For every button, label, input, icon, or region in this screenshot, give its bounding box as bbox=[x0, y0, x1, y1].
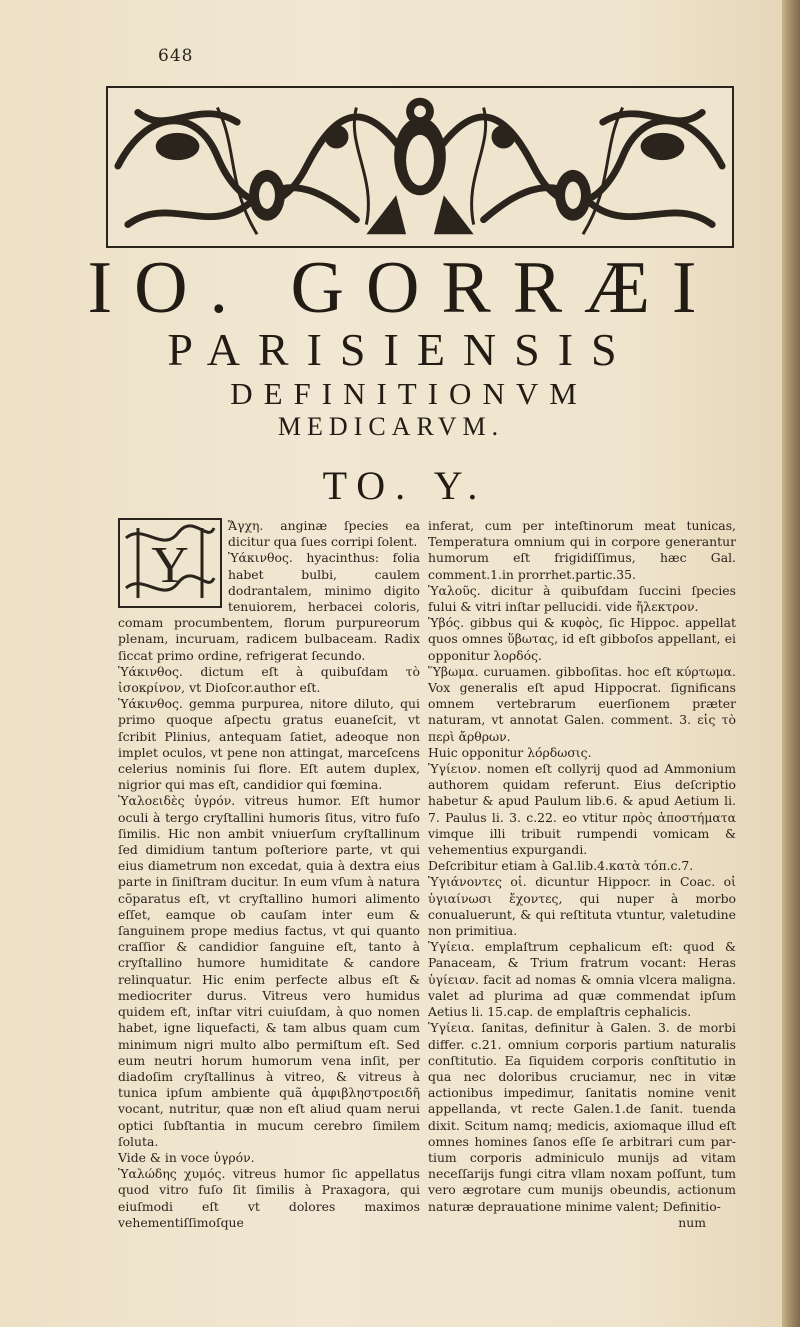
entry-11: Ὕβωμα. curuamen. gibboſitas. hoc eſt κύρτωμα. Vox generalis eſt apud Hippocrat. ſignificans omnem vertebrarum euerſionem præter naturam, vt annotat Galen. comment. 3. εἰς τὸ περὶ ἄρθρων. bbox=[428, 663, 736, 744]
author-title: IO. GORRÆI bbox=[87, 247, 719, 329]
entry-14: Deſcribitur etiam à Gal.lib.4.κατὰ τόπ.c.7. bbox=[428, 858, 694, 874]
headpiece-ornament bbox=[106, 86, 734, 248]
entry-10: Ὑβός. gibbus qui & κυφὸς, ſic Hippoc. appellat quos omnes ὕβωτας, id eſt gibboſos appellant, ei opponitur λορδός. bbox=[428, 615, 736, 663]
work-subtitle: MEDICARVM. bbox=[277, 412, 505, 441]
entry-9: Ὑαλοῦς. dicitur à quibuſdam ſuccini ſpecies fului & vitri inſtar pellucidi. vide ἤλεκτρον. bbox=[428, 582, 736, 615]
entry-7: Ὑαλώδης χυμός. vitreus humor ſic appellatus quod vitro fuſo ſit ſimilis à Praxagora, qui eiuſmodi eſt vt dolores maximos vehementiſſimoſque bbox=[118, 1166, 420, 1230]
page-number: 648 bbox=[158, 46, 194, 66]
entry-13: Ὑγίειον. nomen eſt collyrij quod ad Ammonium authorem quidam referunt. Eius deſcriptio habetur & apud Paulum lib.6. & apud Aetium li. 7. Paulus li. 3. c.22. eo vtitur πρὸς ἀποστήματα vimque illi tribuit rumpendi vomicam & vehementius expurgandi. bbox=[428, 761, 736, 858]
entry-3: Ὑάκινθος. dictum eſt à quibuſdam τὸ ἰσοκρίνον, vt Dioſcor.author eſt. bbox=[118, 663, 420, 696]
decorated-initial-icon bbox=[118, 518, 222, 608]
scroll-ornament-icon bbox=[108, 88, 732, 246]
right-column bbox=[428, 518, 736, 1231]
entry-2: Ὑάκινθος. hyacinthus: folia habet bulbi, caulem dodrantalem, minimo digito tenuiorem, herbacei coloris, comam procumbentem, florum purpureorum plenam, incuruam, radicem bulbaceam. Radix ſiccat primo ordine, refrigerat ſecundo. bbox=[118, 550, 420, 663]
page-edge bbox=[782, 0, 800, 1327]
entry-12: Huic opponitur λόρδωσις. bbox=[428, 744, 592, 760]
entry-8: inferat, cum per inteſtinorum meat tunicas, Temperatura omnium qui in corpore generantur humorum eſt frigidiſſimus, hæc Gal. comment.1.in prorrhet.partic.35. bbox=[428, 518, 736, 582]
entry-15: Ὑγιάνοντες οἱ. dicuntur Hippocr. in Coac. οἱ ὑγιαίνωσι ἔχοντες, qui nuper à morbo conualuerunt, & qui reſtituta vtuntur, valetudine non primitiua. bbox=[428, 874, 736, 939]
entry-4: Ὑάκινθος. gemma purpurea, nitore diluto, qui primo quoque aſpectu gratus euaneſcit, vt ſcribit Plinius, antequam ſatiet, adeoque non implet oculos, vt pene non attingat, marceſcens celerius nominis ſui flore. Eſt autem duplex, nigrior qui mas eſt, candidior qui fœmina. bbox=[118, 696, 420, 793]
svg-text:Y: Y bbox=[151, 537, 189, 594]
section-heading: TO. Y. bbox=[322, 463, 488, 508]
entry-16: Ὑγίεια. emplaſtrum cephalicum eſt: quod & Panaceam, & Trium fratrum vocant: Heras ὑγίειαν. facit ad nomas & omnia vlcera maligna. valet ad plurima ad quæ commendat ipſum Aetius li. 15.cap. de emplaſtris cephalicis. bbox=[428, 939, 736, 1020]
author-origin: PARISIENSIS bbox=[167, 324, 635, 375]
left-column bbox=[118, 518, 420, 1231]
catchword: num bbox=[678, 1214, 706, 1230]
work-title: DEFINITIONVM bbox=[230, 376, 588, 411]
entry-17: Ὑγίεια. ſanitas, definitur à Galen. 3. de morbi differ. c.21. omnium corporis partium naturalis conſtitutio. Ea ſiquidem corporis conſtitutio in qua nec doloribus cruciamur, nec in vitæ actionibus impedimur, ſanitatis nomine venit appellanda, vt recte Galen.1.de ſanit. tuenda dixit. Scitum namq; medicis, axiomaque illud eſt omnes homines ſanos eſſe ſe arbitrari cum par- tium corporis adminiculo munijs ad vitam neceſſarijs fungi citra vllam noxam poſſunt, tum vero ægrotare cum munijs obeundis, actionum naturæ deprauatione minime valent; Definitio- bbox=[428, 1020, 736, 1214]
entry-5: Ὑαλοειδὲς ὑγρόν. vitreus humor. Eſt humor oculi à tergo cryſtallini humoris ſitus, vitro fuſo ſimilis. Hic non ambit vniuerſum cryſtallinum ſed dimidium tantum poſteriore parte, vt qui eius diametrum non excedat, quia à dextra eius parte in ſiniſtram ducitur. In eum vſum à natura cõparatus eſt, vt cryſtallino humori alimento eſſet, eamque ob cauſam inter eum & ſanguinem prope medius factus, vt qui quanto craſſior & candidior ſanguine eſt, tanto à cryſtallino humore humiditate & candore relinquatur. Hic enim perfecte albus eſt & mediocriter durus. Vitreus vero humidus quidem eſt, inſtar vitri cuiuſdam, à quo nomen habet, igne liquefacti, & tam albus quam cum minimum nigri multo albo permiſtum eſt. Sed eum neutri horum humorum vena inſit, per diadoſim cryſtallinus à vitreo, & vitreus à tunica ipſum ambiente quã ἀμφιβληστροειδῆ vocant, nutritur, quæ non eſt aliud quam nerui optici ſubſtantia in mucum cerebro ſimilem ſoluta. bbox=[118, 793, 420, 1149]
entry-6: Vide & in voce ὑγρόν. bbox=[118, 1149, 255, 1165]
entry-1: Ἄγχη. anginæ ſpecies ea dicitur qua ſues corripi ſolent. bbox=[228, 518, 420, 550]
